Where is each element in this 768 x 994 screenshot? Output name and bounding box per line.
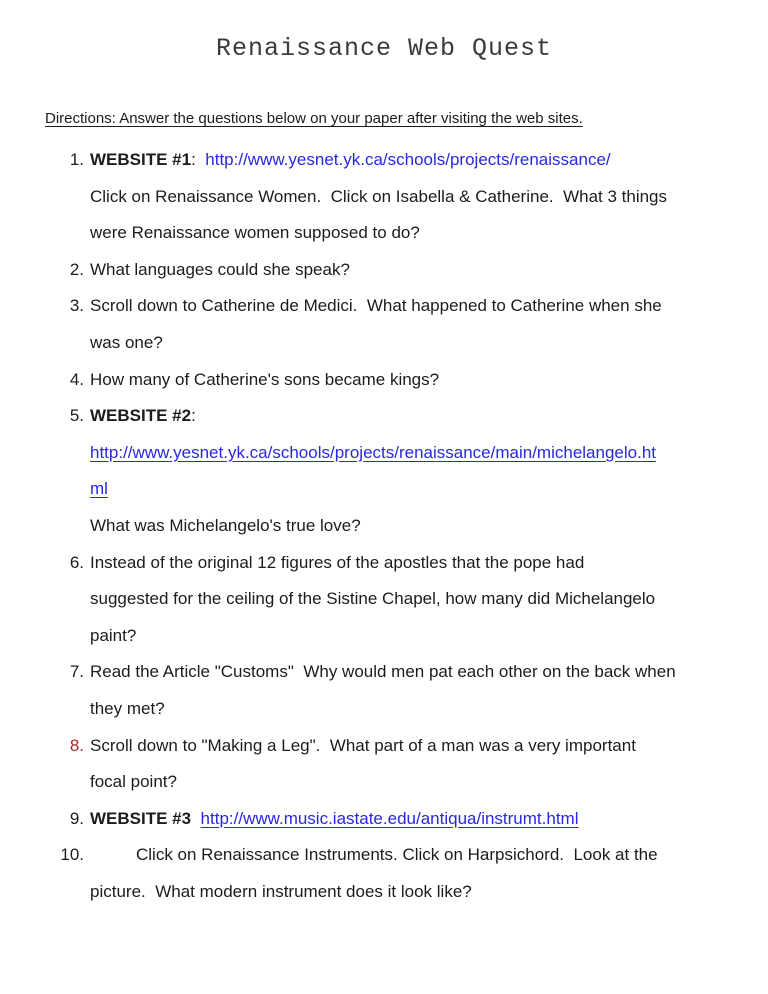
text-segment: suggested for the ceiling of the Sistine Chapel, how many did Michelangelo [90, 589, 656, 609]
question-line [90, 801, 579, 838]
item-content [90, 654, 676, 727]
item-content [90, 545, 655, 655]
text-segment: they met? [90, 698, 165, 718]
item-content [90, 288, 662, 361]
item-content [90, 728, 636, 801]
question-line [90, 545, 655, 582]
question-list [0, 142, 768, 910]
question-line [90, 179, 667, 216]
text-segment: : [191, 150, 206, 169]
item-content [90, 142, 667, 252]
item-content [90, 801, 579, 838]
item-number: 8. [69, 735, 84, 755]
document-title: Renaissance Web Quest [215, 34, 553, 63]
text-segment: Scroll down to "Making a Leg". What part of a man was a very important [90, 735, 636, 755]
question-line [90, 252, 350, 289]
text-segment: Read the Article "Customs" Why would men pat each other on the back when [90, 662, 676, 682]
question-item [0, 288, 768, 361]
question-item [0, 252, 768, 289]
text-segment: How many of Catherine's sons became kings? [90, 369, 440, 389]
question-item [0, 801, 768, 838]
text-segment: WEBSITE #3 [90, 808, 192, 828]
text-segment: were Renaissance women supposed to do? [90, 223, 420, 243]
item-number: 3. [69, 296, 84, 316]
item-number: 5. [69, 406, 84, 426]
question-item [0, 837, 768, 910]
question-line [90, 654, 676, 691]
text-segment: was one? [90, 332, 163, 352]
text-segment: WEBSITE #1 [90, 150, 192, 169]
question-line [90, 764, 636, 801]
item-number: 4. [69, 369, 84, 389]
hyperlink[interactable]: ml [90, 479, 108, 499]
question-line [90, 874, 658, 911]
question-line [90, 728, 636, 765]
item-content [90, 398, 656, 544]
text-segment: Click on Renaissance Instruments. Click on Harpsichord. Look at the [136, 845, 658, 865]
item-number: 6. [69, 552, 84, 572]
text-segment: Scroll down to Catherine de Medici. What happened to Catherine when she [90, 296, 662, 316]
question-item [0, 728, 768, 801]
item-number: 2. [69, 259, 84, 279]
text-segment: What was Michelangelo's true love? [90, 515, 361, 535]
item-number: 10. [60, 845, 84, 865]
question-line [90, 581, 655, 618]
text-segment: Click on Renaissance Women. Click on Isabella & Catherine. What 3 things [90, 186, 668, 206]
text-segment: What languages could she speak? [90, 259, 350, 279]
text-segment: paint? [90, 625, 137, 645]
question-item [0, 142, 768, 252]
text-segment: : [191, 406, 196, 426]
text-segment: WEBSITE #2 [90, 406, 192, 426]
question-line [90, 618, 655, 655]
question-line [90, 508, 656, 545]
question-item [0, 654, 768, 727]
question-line [90, 398, 656, 435]
item-content [90, 362, 439, 399]
question-item [0, 545, 768, 655]
item-content [90, 252, 350, 289]
question-item [0, 398, 768, 544]
text-segment: picture. What modern instrument does it look like? [90, 881, 472, 901]
text-segment: Instead of the original 12 figures of the apostles that the pope had [90, 552, 585, 572]
question-item [0, 362, 768, 399]
question-line [90, 288, 662, 325]
question-line [90, 471, 656, 508]
item-number: 9. [69, 808, 84, 828]
question-line [90, 325, 662, 362]
item-content [90, 837, 658, 910]
question-line [90, 215, 667, 252]
text-segment [191, 809, 200, 828]
hyperlink[interactable]: http://www.music.iastate.edu/antiqua/instrumt.html [200, 808, 579, 828]
question-line [90, 142, 667, 179]
text-segment: focal point? [90, 772, 177, 792]
question-line [90, 362, 439, 399]
question-line [90, 691, 676, 728]
question-line [90, 837, 658, 874]
directions-text: Directions: Answer the questions below on your paper after visiting the web sites. [45, 110, 583, 127]
question-line [90, 435, 656, 472]
hyperlink[interactable]: http://www.yesnet.yk.ca/schools/projects/renaissance/main/michelangelo.ht [90, 442, 656, 462]
item-number: 1. [69, 150, 84, 169]
item-number: 7. [69, 662, 84, 682]
hyperlink[interactable]: http://www.yesnet.yk.ca/schools/projects/renaissance/ [205, 150, 611, 169]
